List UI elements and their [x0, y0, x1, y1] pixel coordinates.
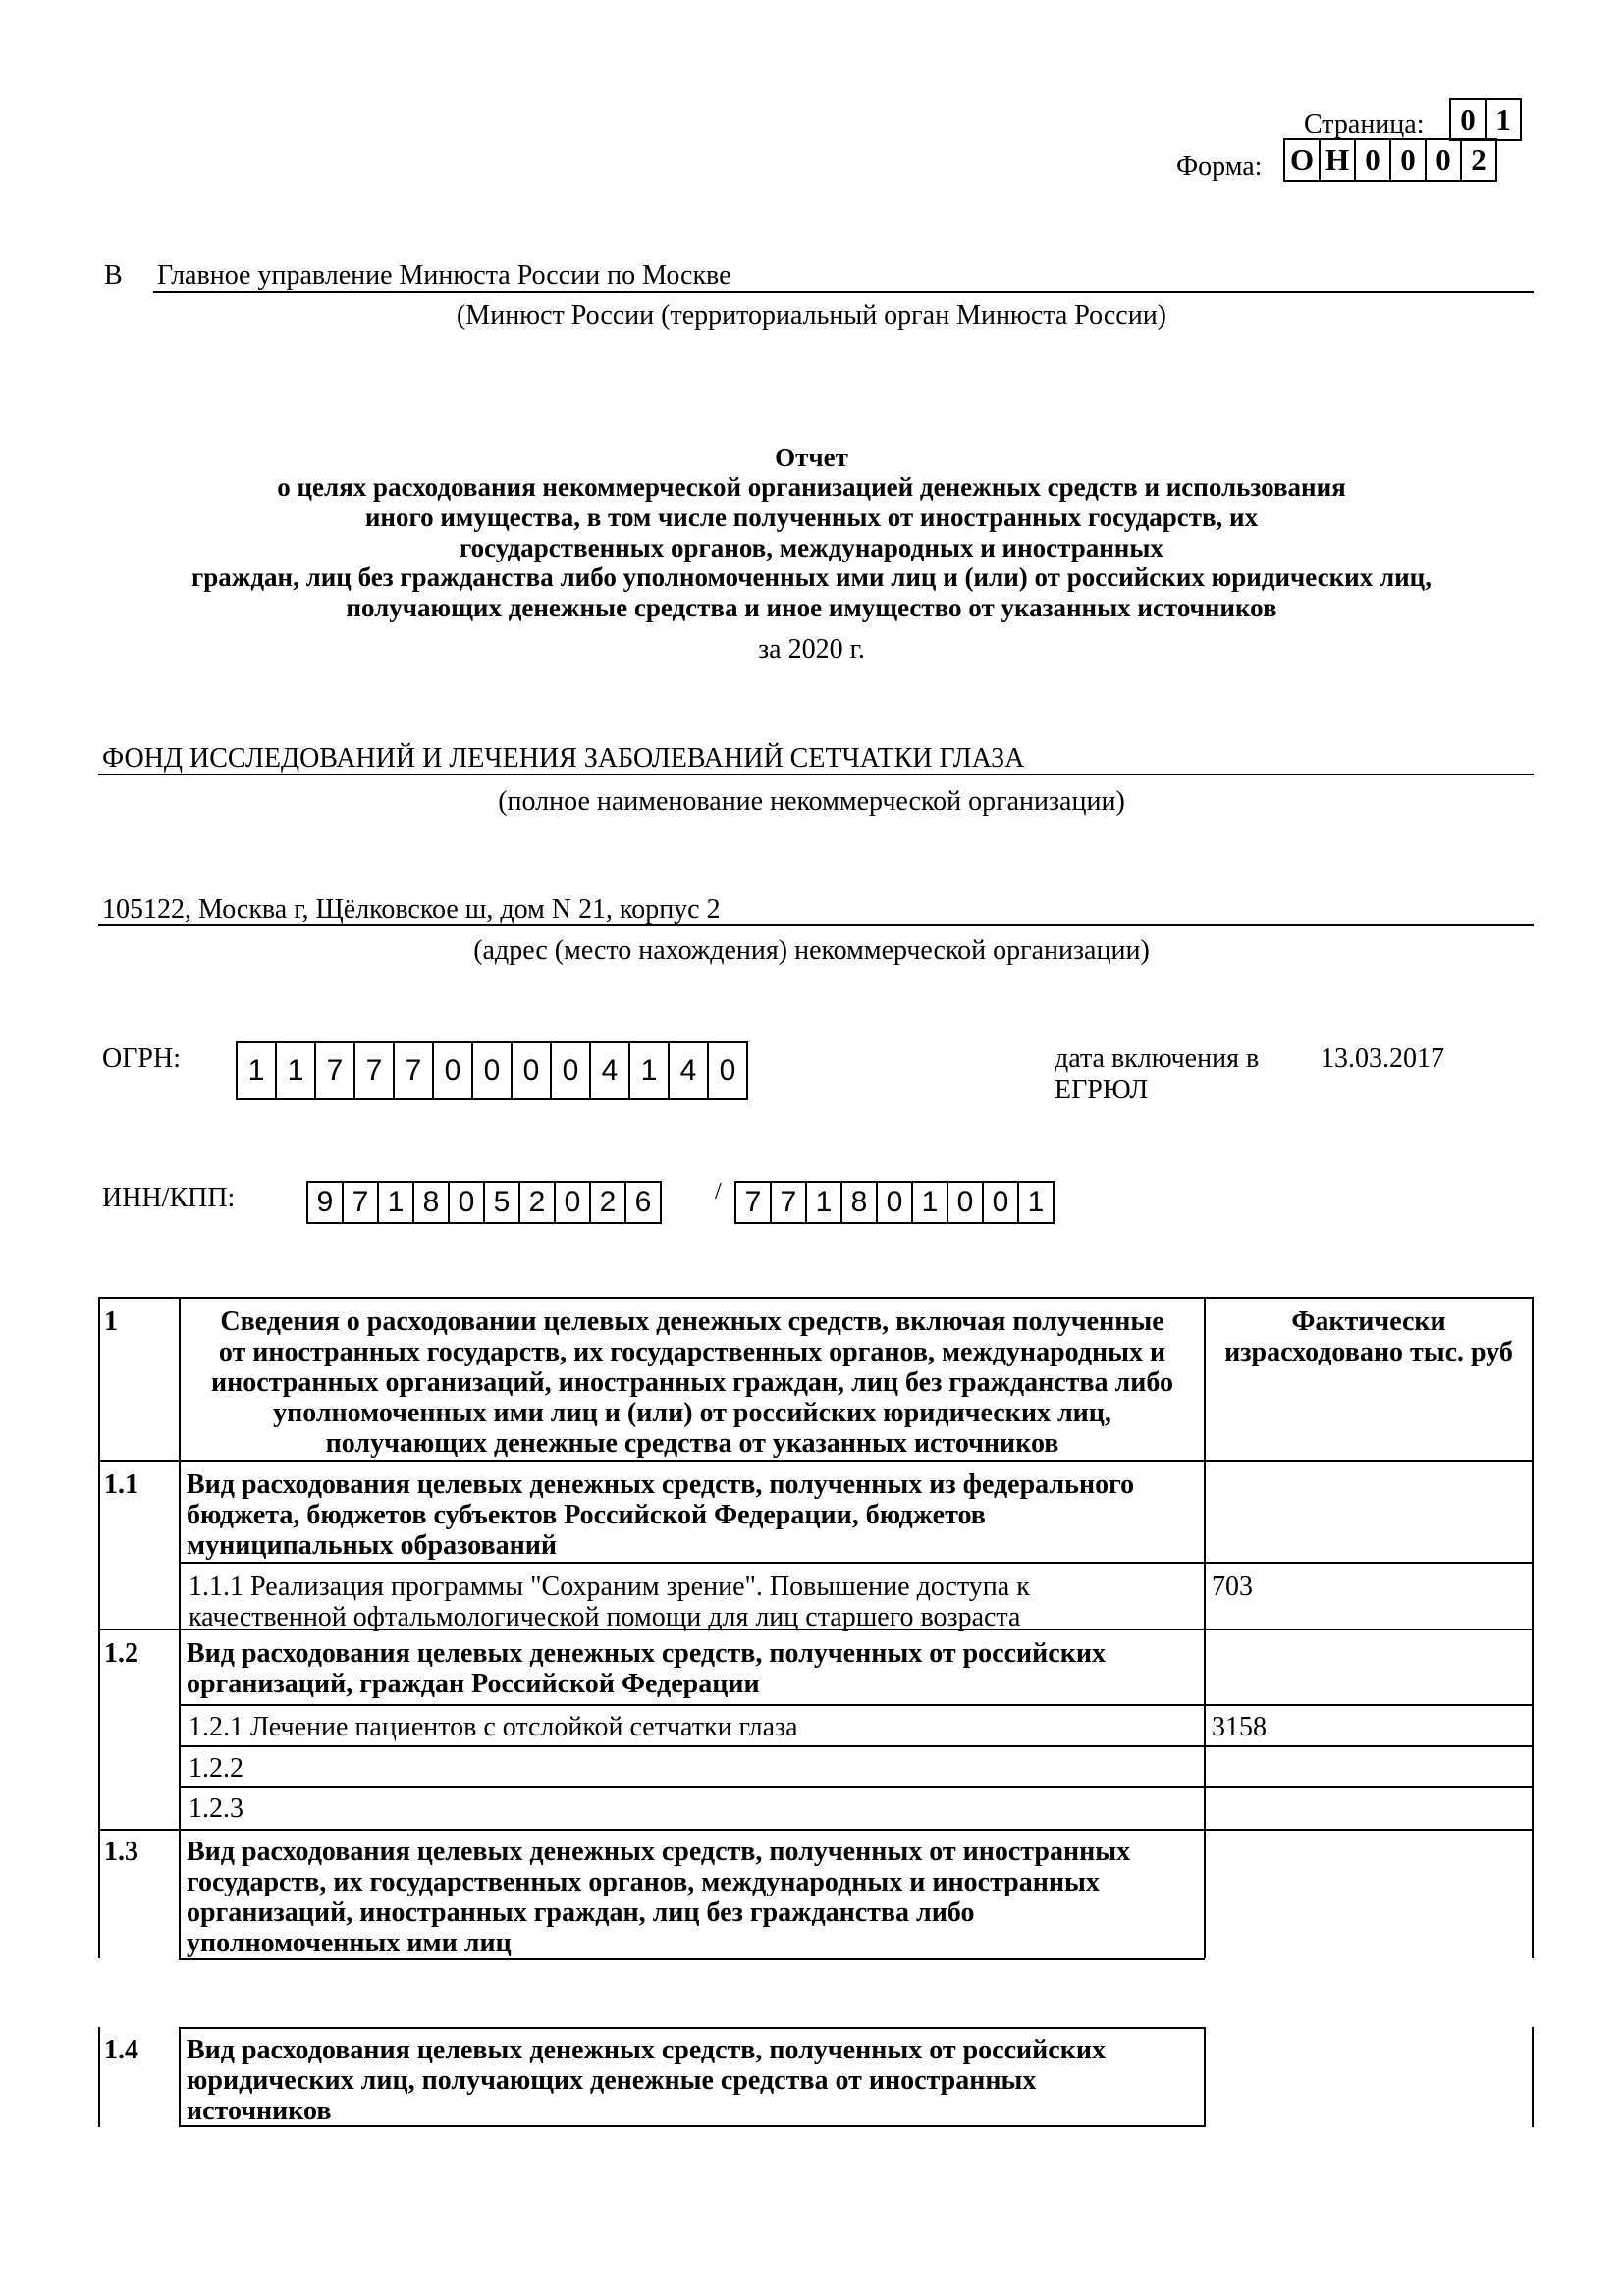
table-header-description [181, 1307, 1204, 1459]
section-line: государств, их государственных органов, международных и иностранных [187, 1867, 1100, 1897]
inn-cells [306, 1181, 662, 1224]
form-label: Форма: [1176, 151, 1263, 182]
kpp-digit: 0 [982, 1181, 1019, 1224]
row-description: 1.2.1 Лечение пациентов с отслойкой сетчатки глаза [189, 1712, 798, 1742]
kpp-digit: 1 [911, 1181, 948, 1224]
table-border [179, 1786, 1534, 1788]
egrul-label: дата включения в [1055, 1043, 1260, 1074]
inn-digit: 6 [624, 1181, 662, 1224]
recipient-caption: (Минюст России (территориальный орган Минюста России) [456, 300, 1167, 331]
report-title-line: получающих денежные средства и иное имущество от указанных источников [346, 593, 1277, 622]
table-header-line: от иностранных государств, их государственных органов, международных и [218, 1337, 1166, 1367]
inn-digit: 1 [377, 1181, 414, 1224]
table-header-line: получающих денежные средства от указанных источников [325, 1428, 1059, 1459]
inn-digit: 7 [342, 1181, 379, 1224]
inn-digit: 8 [412, 1181, 450, 1224]
ogrn-digit: 7 [353, 1041, 395, 1100]
kpp-digit: 7 [734, 1181, 772, 1224]
inn-digit: 5 [483, 1181, 520, 1224]
section-description [187, 1638, 1106, 1699]
table-border [98, 1297, 1534, 1299]
page-label: Страница: [1304, 109, 1425, 139]
organization-name-caption: (полное наименование некоммерческой организации) [498, 786, 1125, 817]
report-title-line: граждан, лиц без гражданства либо уполномоченных ими лиц и (или) от российских юридических лиц, [191, 562, 1432, 592]
table-header-line: уполномоченных ими лиц и (или) от российских юридических лиц, [273, 1398, 1111, 1428]
kpp-digit: 1 [1017, 1181, 1055, 1224]
inn-digit: 2 [518, 1181, 556, 1224]
egrul-label-2: ЕГРЮЛ [1055, 1075, 1149, 1105]
organization-name: ФОНД ИССЛЕДОВАНИЙ И ЛЕЧЕНИЯ ЗАБОЛЕВАНИЙ СЕТЧАТКИ ГЛАЗА [102, 743, 1025, 774]
section-description [187, 1837, 1130, 1958]
table-header-number: 1 [104, 1307, 118, 1337]
page-digit: 1 [1485, 98, 1522, 141]
table-border [1532, 2027, 1534, 2127]
section-line: источников [187, 2096, 332, 2126]
table-border [179, 1704, 1534, 1706]
table-header-line: Сведения о расходовании целевых денежных средств, включая полученные [220, 1307, 1164, 1337]
section-line: муниципальных образований [187, 1530, 557, 1561]
report-title-line: о целях расходования некоммерческой организацией денежных средств и использования [277, 472, 1346, 502]
section-line: организаций, граждан Российской Федерации [187, 1669, 760, 1699]
table-border [179, 1958, 1205, 1960]
section-line: Вид расходования целевых денежных средств, полученных от российских [187, 1638, 1106, 1669]
section-number: 1.3 [104, 1837, 138, 1867]
recipient-name: Главное управление Минюста России по Москве [157, 260, 731, 291]
table-border [1532, 1297, 1534, 1958]
ogrn-digit: 0 [707, 1041, 748, 1100]
table-border [179, 2027, 1205, 2029]
section-number: 1.1 [104, 1469, 138, 1500]
section-description [187, 2035, 1106, 2126]
inn-digit: 2 [589, 1181, 626, 1224]
ogrn-digit: 1 [628, 1041, 670, 1100]
form-char: О [1283, 138, 1321, 182]
table-border [179, 2027, 181, 2127]
kpp-digit: 0 [876, 1181, 913, 1224]
section-number: 1.4 [104, 2035, 138, 2065]
kpp-digit: 0 [947, 1181, 984, 1224]
ogrn-digit: 7 [314, 1041, 355, 1100]
table-border [179, 1562, 1534, 1564]
table-border [98, 1460, 1534, 1462]
row-line: 1.1.1 Реализация программы "Сохраним зрение". Повышение доступа к [189, 1572, 1030, 1602]
table-border [98, 1829, 1534, 1831]
form-char: 0 [1354, 138, 1391, 182]
kpp-digit: 8 [840, 1181, 878, 1224]
table-border [1204, 2027, 1206, 2127]
table-border [1204, 1297, 1206, 1958]
ogrn-digit: 0 [471, 1041, 513, 1100]
form-code-cells [1283, 138, 1497, 182]
inn-digit: 9 [306, 1181, 344, 1224]
ogrn-digit: 1 [275, 1041, 316, 1100]
inn-digit: 0 [448, 1181, 485, 1224]
form-char: 0 [1389, 138, 1427, 182]
table-border [179, 1745, 1534, 1747]
section-number: 1.2 [104, 1638, 138, 1669]
form-char: 2 [1460, 138, 1497, 182]
section-line: Вид расходования целевых денежных средств, полученных от российских [187, 2035, 1106, 2065]
ogrn-digit: 7 [393, 1041, 434, 1100]
page-digit: 0 [1449, 98, 1487, 141]
table-header-line: иностранных организаций, иностранных граждан, лиц без гражданства либо [210, 1367, 1173, 1398]
form-char: Н [1319, 138, 1356, 182]
inn-kpp-separator: / [715, 1179, 722, 1204]
recipient-prefix: В [104, 260, 123, 291]
recipient-underline [153, 291, 1534, 293]
page-number-cells [1449, 98, 1522, 141]
report-period: за 2020 г. [758, 634, 865, 665]
ogrn-digit: 4 [589, 1041, 630, 1100]
section-line: бюджета, бюджетов субъектов Российской Федерации, бюджетов [187, 1500, 986, 1530]
organization-address-caption: (адрес (место нахождения) некоммерческой организации) [473, 935, 1150, 966]
table-border [98, 1297, 100, 1958]
kpp-digit: 7 [770, 1181, 807, 1224]
organization-address-underline [98, 924, 1534, 926]
ogrn-label: ОГРН: [102, 1043, 181, 1074]
organization-name-underline [98, 774, 1534, 775]
inn-kpp-label: ИНН/КПП: [102, 1183, 236, 1213]
table-border [98, 2027, 100, 2127]
ogrn-digit: 4 [668, 1041, 709, 1100]
table-header-value-line: израсходовано тыс. руб [1224, 1337, 1513, 1367]
table-header-value-line: Фактически [1291, 1307, 1446, 1337]
form-char: 0 [1425, 138, 1462, 182]
table-header-value [1206, 1307, 1532, 1367]
ogrn-digit: 1 [236, 1041, 277, 1100]
section-line: юридических лиц, получающих денежные средства от иностранных [187, 2065, 1037, 2096]
section-line: Вид расходования целевых денежных средств, полученных от иностранных [187, 1837, 1131, 1867]
row-description: 1.2.2 [189, 1753, 243, 1784]
inn-digit: 0 [554, 1181, 591, 1224]
section-line: Вид расходования целевых денежных средств, полученных из федерального [187, 1469, 1135, 1500]
ogrn-digit: 0 [511, 1041, 552, 1100]
report-title-line: Отчет [775, 443, 848, 472]
kpp-cells [734, 1181, 1055, 1224]
ogrn-cells [236, 1041, 748, 1100]
section-line: уполномоченных ими лиц [187, 1928, 512, 1958]
section-description [187, 1469, 1134, 1561]
ogrn-digit: 0 [550, 1041, 591, 1100]
report-title-line: государственных органов, международных и иностранных [460, 533, 1163, 562]
kpp-digit: 1 [805, 1181, 842, 1224]
row-line: качественной офтальмологической помощи для лиц старшего возраста [189, 1602, 1021, 1632]
ogrn-digit: 0 [432, 1041, 473, 1100]
section-line: организаций, иностранных граждан, лиц без гражданства либо [187, 1897, 975, 1928]
egrul-date: 13.03.2017 [1321, 1043, 1444, 1074]
organization-address: 105122, Москва г, Щёлковское ш, дом N 21, корпус 2 [102, 894, 721, 925]
row-value: 3158 [1212, 1712, 1267, 1742]
row-description: 1.2.3 [189, 1793, 243, 1824]
row-description [189, 1572, 1030, 1632]
row-value: 703 [1212, 1572, 1253, 1602]
report-title-line: иного имущества, в том числе полученных от иностранных государств, их [364, 503, 1259, 532]
